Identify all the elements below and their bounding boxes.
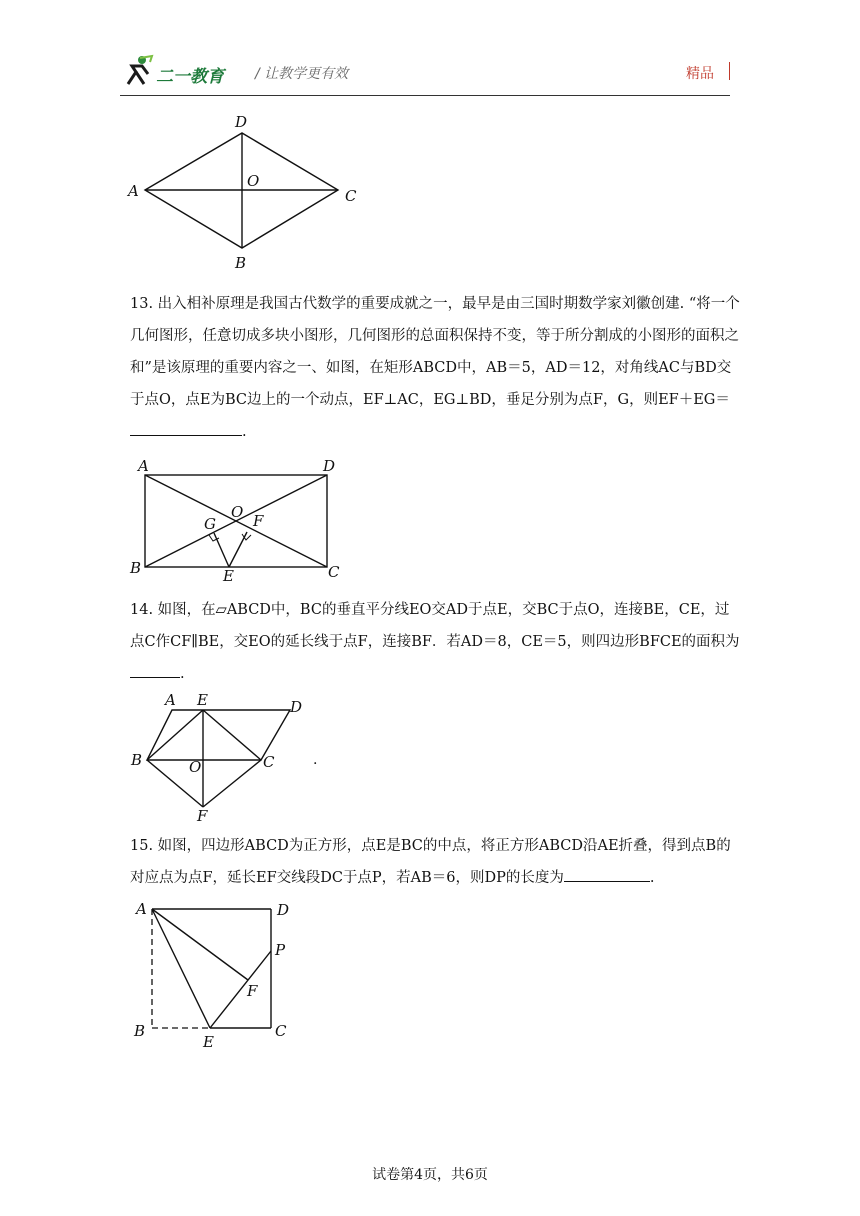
header-divider [729,62,730,80]
label-C: C [263,753,275,771]
question-15-tail: . [649,870,655,886]
figure-rhombus [125,110,375,275]
label-C: C [345,187,357,205]
label-C: C [275,1022,287,1040]
header-slogan: / 让教学更有效 [255,66,349,82]
question-14 [130,594,740,690]
figure-parallelogram [125,690,325,825]
label-O: O [247,172,260,190]
header-rule [120,95,730,96]
label-A: A [165,691,176,709]
label-D: D [235,113,248,131]
page-footer: 试卷第4页，共6页 [372,1167,488,1183]
label-F: F [247,982,258,1000]
figure-rectangle [125,455,355,585]
question-13-tail: . [242,424,247,440]
label-C: C [328,563,340,581]
answer-blank-15[interactable] [564,863,650,882]
stray-dot: . [313,752,318,768]
label-A: A [138,457,149,475]
label-D: D [290,698,303,716]
label-B: B [134,1022,146,1040]
label-D: D [323,457,336,475]
question-15-text: 15. 如图，四边形ABCD为正方形，点E是BC的中点，将正方形ABCD沿AE折叠，得到点B的对应点为点F，延长EF交线段DC于点P，若AB＝6，则DP的长度为 [130,838,731,886]
figure-square-fold [125,895,310,1055]
question-13-text: 13. 出入相补原理是我国古代数学的重要成就之一，最早是由三国时期数学家刘徽创建. “将一个几何图形，任意切成多块小图形，几何图形的总面积保持不变，等于所分割成的小图形的面积之和”是该原理的重要内容之一、如图，在矩形ABCD中，AB＝5，AD＝12，对角线AC与BD交于点O，点E为BC边上的一个动点，EF⊥AC，EG⊥BD，垂足分别为点F，G，则EF＋EG＝ [130,296,740,408]
label-D: D [277,901,290,919]
logo-text: 二一教育 [156,67,224,87]
question-14-text: 14. 如图，在▱ABCD中，BC的垂直平分线EO交AD于点E，交BC于点O，连接BE，CE，过点C作CF∥BE，交EO的延长线于点F，连接BF．若AD＝8，CE＝5，则四边形BFCE的面积为 [130,602,740,650]
answer-blank-13[interactable] [130,417,242,436]
label-B: B [235,254,247,272]
label-E: E [223,567,234,585]
label-B: B [131,751,143,769]
header-tag: 精品 [686,66,714,82]
label-B: B [130,559,142,577]
label-A: A [136,900,147,918]
question-15 [130,830,740,894]
label-A: A [128,182,139,200]
page-header [120,50,730,96]
answer-blank-14[interactable] [130,659,180,678]
label-F: F [253,512,264,530]
label-G: G [204,515,216,533]
label-E: E [203,1033,214,1051]
question-13 [130,288,740,448]
logo-runner-icon [120,54,154,88]
label-O: O [189,758,202,776]
label-E: E [197,691,208,709]
question-14-tail: . [180,666,185,682]
label-P: P [275,941,286,959]
label-O: O [231,503,244,521]
label-F: F [197,807,208,825]
